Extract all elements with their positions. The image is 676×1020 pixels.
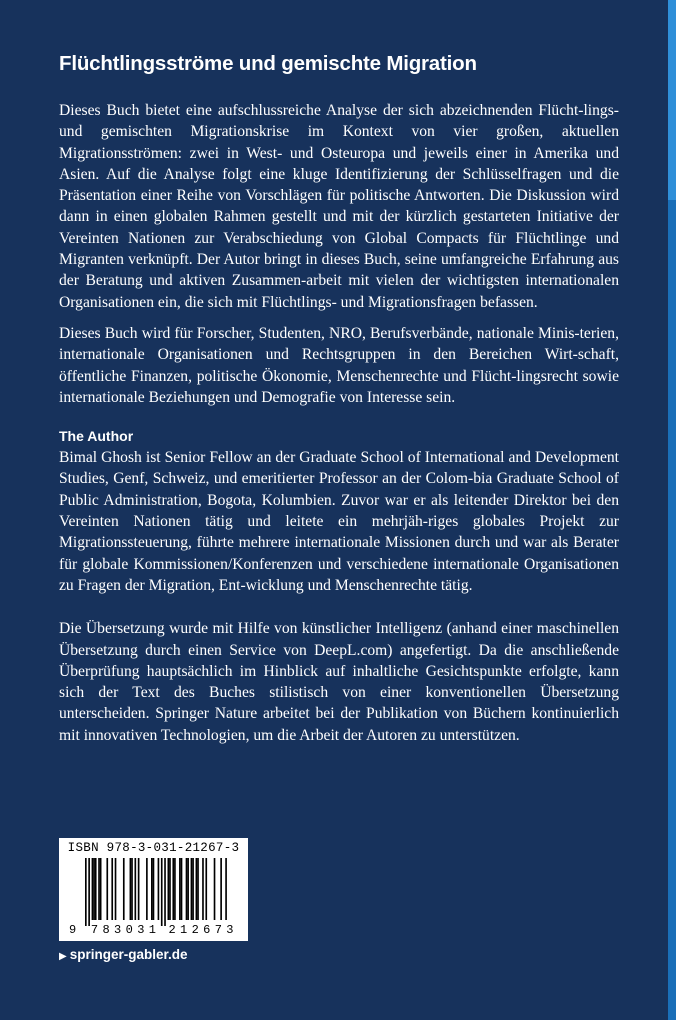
barcode-bar [187,858,189,920]
barcode-bar [111,858,113,920]
translation-note: Die Übersetzung wurde mit Hilfe von künstlicher Intelligenz (anhand einer maschinellen Übersetzung durch einen Service von DeepL.com) angefertigt. Da die anschließende Überprüfung hauptsächlich im Hinblick auf inhaltliche Gesichtspunkte erfolgte, kann sich der Text des Buches stilistisch von einer konventionellen Übersetzung unterscheiden. Springer Nature arbeitet bei der Publikation von Büchern kontinuierlich mit innovativen Technologien, um die Arbeit der Autoren zu unterstützen. [59,620,619,744]
barcode-bar [196,858,198,920]
barcode-bar [164,858,166,926]
barcode-bar [100,858,102,920]
barcode-bar [186,858,188,920]
arrow-right-icon: ▶ [59,951,67,962]
barcode-bar [88,858,90,926]
barcode-digit: 2 [191,923,199,937]
blurb-paragraph-1: Dieses Buch bietet eine aufschlussreiche Analyse der sich abzeichnenden Flücht-lings- und gemischten Migrationskrise im Kontext von vier großen, aktuellen Migrationsströmen: zwei in West- und Osteuropa und jeweils einer in Amerika und Asien. Auf die Analyse folgt eine kluge Identifizierung der Schlüsselfragen und die Präsentation einer Reihe von Vorschlägen für politische Antworten. Die Diskussion wird dann in einen globalen Rahmen gestellt und mit der kürzlich gestarteten Initiative der Vereinten Nationen zur Verabschiedung von Global Compacts für Flüchtlinge und Migranten verknüpft. Der Autor bringt in dieses Buch, seine umfangreiche Erfahrung aus der Beratung und aktiven Zusammen-arbeit mit vielen der wichtigsten internationalen Organisationen ein, die sich mit Flüchtlings- und Migrationsfragen befassen. [59,102,619,311]
barcode-bar [153,858,155,920]
barcode-bar [95,858,97,920]
accent-bar [668,0,676,1020]
barcode-bar [197,858,199,920]
barcode-bar [131,858,133,920]
barcode-digit: 6 [203,923,211,937]
author-bio: Bimal Ghosh ist Senior Fellow an der Graduate School of International and Development Studies, Genf, Schweiz, und emeritierter Professor an der Colom-bia Graduate School of Public Administration, Bogota, Kolumbien. Zuvor war er als leitender Direktor bei den Vereinten Nationen tätig und leitete ein mehrjäh-riges globales Projekt zur Migrationssteuerung, führte mehrere internationale Missionen durch und war als Berater für globale Kommissionen/Konferenzen und verschiedene internationale Organisationen zu Fragen der Migration, Ent-wicklung und Menschenrechte tätig. [59,449,619,594]
barcode-bar [174,858,176,920]
isbn-label: ISBN 978-3-031-21267-3 [67,841,240,855]
barcode-bar [214,858,216,920]
barcode-bar [146,858,148,920]
barcode-bar [179,858,181,920]
barcode-digit: 1 [180,923,188,937]
barcode-digit: 3 [137,923,145,937]
barcode-bar [191,858,193,920]
barcode-bar [123,858,125,920]
back-cover-text [59,50,619,746]
barcode-bar [220,858,222,920]
barcode-bar [85,858,87,926]
blurb-paragraph-2: Dieses Buch wird für Forscher, Studenten, NRO, Berufsverbände, nationale Minis-terien, internationale Organisationen und Rechtsgruppen in den Bereichen Wirt-schaft, öffentliche Finanzen, politische Ökonomie, Menschenrechte und Flücht-lingsrecht sowie internationale Beziehungen und Demografie von Interesse sein. [59,324,619,406]
barcode-digit: 7 [90,923,99,937]
barcode-bar [202,858,204,920]
website-label: springer-gabler.de [69,947,188,962]
barcode-bar [138,858,140,920]
author-heading: The Author [59,428,134,445]
book-title: Flüchtlingsströme und gemischte Migration [59,52,477,75]
barcode-bar [98,858,100,920]
barcode-bar [172,858,174,920]
barcode-digit: 0 [125,923,133,937]
barcode-bar [130,858,132,920]
barcode-bar [92,858,94,920]
barcode-bar [115,858,117,920]
barcode-digit: 8 [102,923,110,937]
barcode-bar [168,858,170,920]
barcode-bar [181,858,183,920]
barcode-bar [205,858,207,920]
barcode-bar [106,858,108,920]
barcode-digit: 2 [168,923,176,937]
barcode-digit: 9 [69,923,77,937]
barcode-bar [192,858,194,920]
publisher-website[interactable] [59,946,188,966]
barcode-bar [161,858,163,926]
barcode-bar [225,858,227,920]
barcode-bar [151,858,153,920]
barcode-digit: 3 [226,923,234,937]
barcode-bar [93,858,95,920]
barcode-digit: 7 [214,923,222,937]
barcode-digit: 3 [114,923,122,937]
barcode-bar [158,858,160,920]
isbn-barcode [59,838,248,941]
barcode-bar [135,858,137,920]
barcode-bars [75,858,232,926]
barcode-bar [169,858,171,920]
barcode-digit: 1 [148,923,156,937]
